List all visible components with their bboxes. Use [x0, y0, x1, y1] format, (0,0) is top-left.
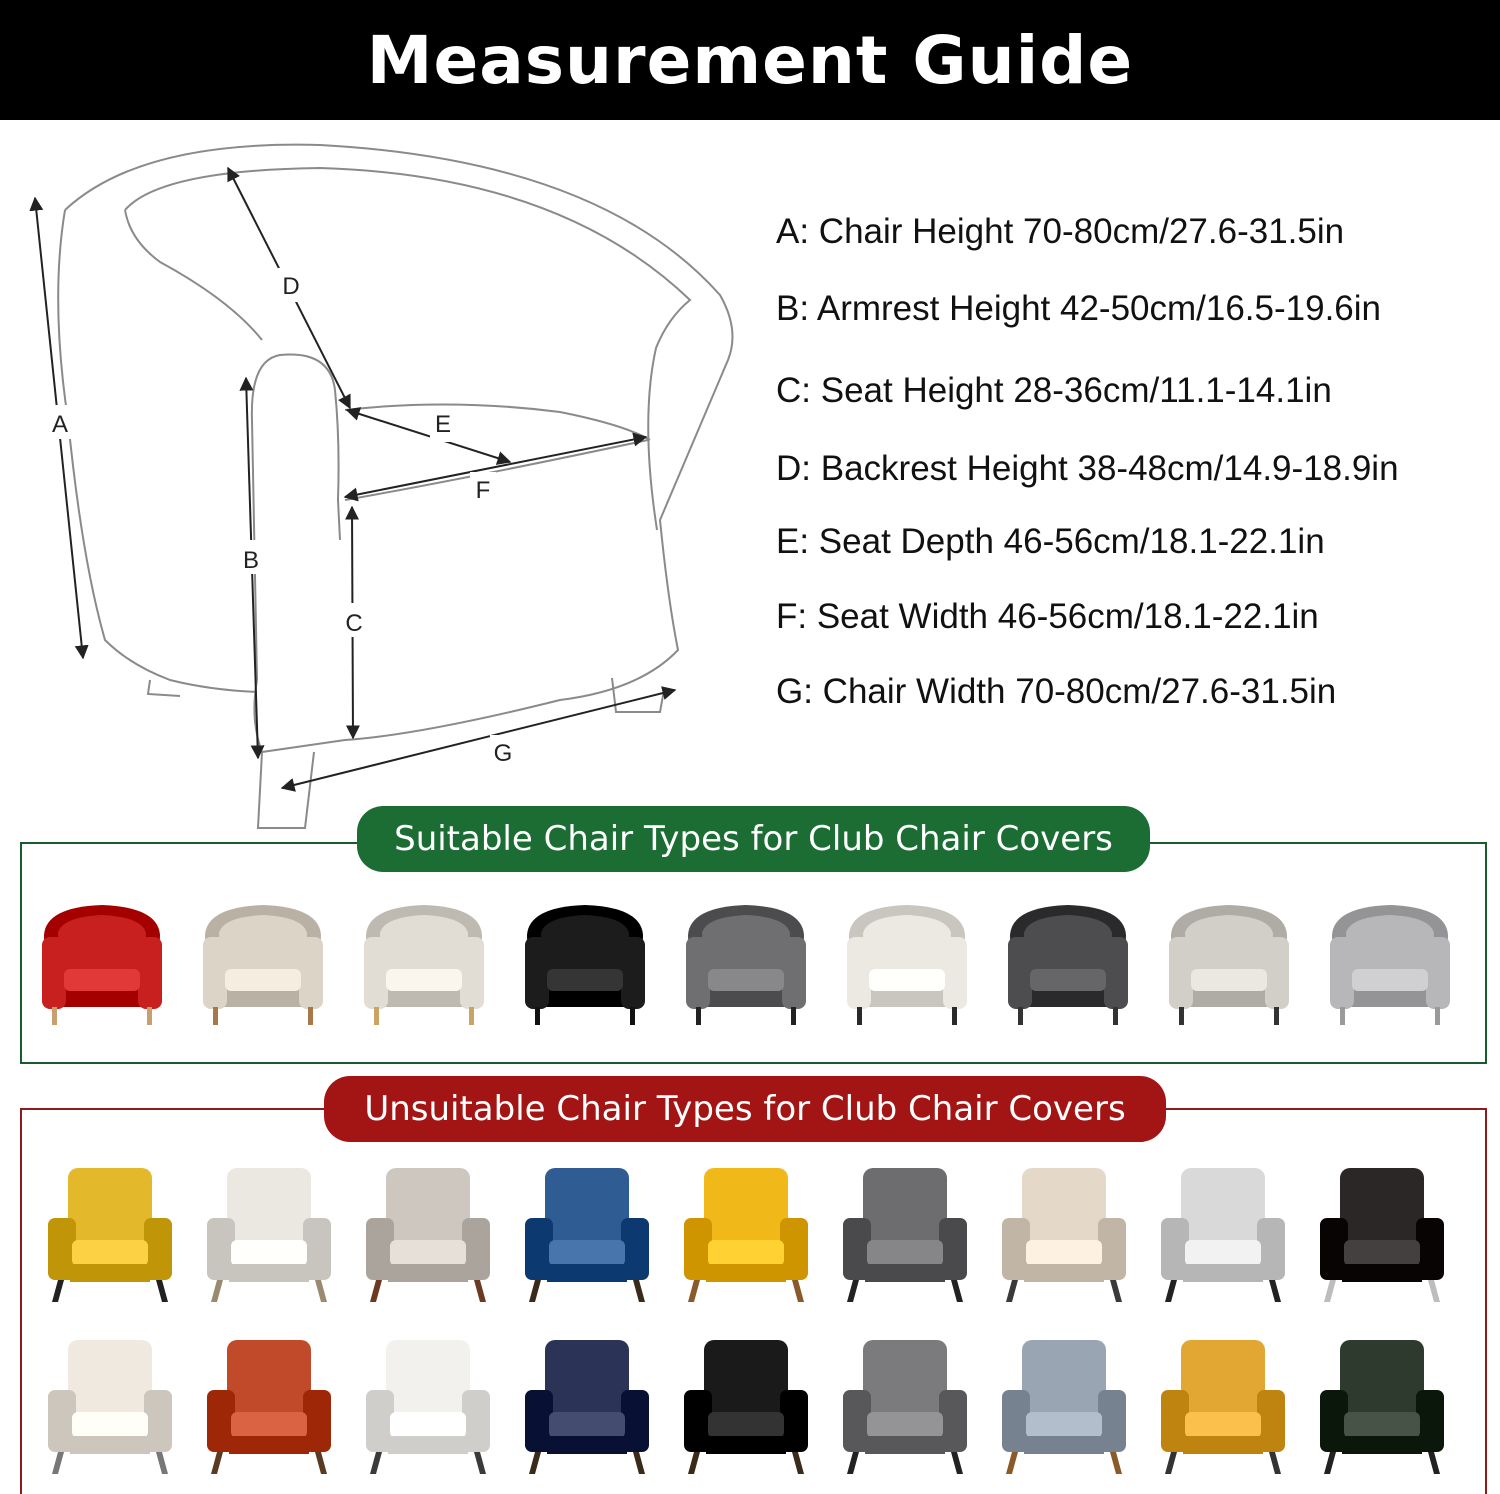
measurement-seat-width: F: Seat Width 46-56cm/18.1-22.1in — [776, 597, 1319, 636]
label-e: E — [434, 411, 452, 438]
unsuitable-chair-image — [199, 1332, 339, 1486]
arrow-g — [282, 690, 675, 788]
unsuitable-chair-image — [835, 1332, 975, 1486]
suitable-chairs-title: Suitable Chair Types for Club Chair Covers — [357, 806, 1150, 872]
suitable-chair-image — [998, 895, 1138, 1039]
unsuitable-chair-image — [835, 1160, 975, 1314]
unsuitable-chair-image — [1312, 1332, 1452, 1486]
unsuitable-chair-image — [1312, 1160, 1452, 1314]
suitable-chair-image — [515, 895, 655, 1039]
label-a: A — [51, 411, 69, 438]
unsuitable-chair-image — [676, 1160, 816, 1314]
unsuitable-chair-image — [517, 1160, 657, 1314]
page-title: Measurement Guide — [366, 21, 1134, 99]
unsuitable-chair-image — [1153, 1332, 1293, 1486]
suitable-chair-image — [837, 895, 977, 1039]
unsuitable-chairs-title: Unsuitable Chair Types for Club Chair Covers — [324, 1076, 1166, 1142]
suitable-chair-image — [676, 895, 816, 1039]
unsuitable-chair-image — [40, 1160, 180, 1314]
suitable-chair-image — [1320, 895, 1460, 1039]
unsuitable-chair-image — [1153, 1160, 1293, 1314]
unsuitable-chair-image — [358, 1332, 498, 1486]
label-d: D — [282, 273, 300, 300]
label-b: B — [242, 547, 260, 574]
measurement-seat-height: C: Seat Height 28-36cm/11.1-14.1in — [776, 371, 1332, 410]
unsuitable-chair-image — [994, 1332, 1134, 1486]
measurement-chair-height: A: Chair Height 70-80cm/27.6-31.5in — [776, 212, 1345, 251]
dimension-arrows — [35, 168, 675, 788]
measurement-backrest-height: D: Backrest Height 38-48cm/14.9-18.9in — [776, 449, 1399, 488]
unsuitable-chair-image — [199, 1160, 339, 1314]
header-banner — [0, 0, 1500, 120]
suitable-chair-image — [193, 895, 333, 1039]
suitable-chair-image — [32, 895, 172, 1039]
dimension-labels — [46, 268, 516, 769]
unsuitable-chair-image — [994, 1160, 1134, 1314]
arrow-e — [347, 410, 510, 462]
measurement-chair-width: G: Chair Width 70-80cm/27.6-31.5in — [776, 672, 1337, 711]
suitable-chair-image — [1159, 895, 1299, 1039]
label-g: G — [493, 740, 513, 767]
label-c: C — [345, 610, 363, 637]
chair-diagram — [0, 120, 760, 840]
unsuitable-chair-image — [676, 1332, 816, 1486]
measurement-seat-depth: E: Seat Depth 46-56cm/18.1-22.1in — [776, 522, 1325, 561]
unsuitable-chair-image — [358, 1160, 498, 1314]
measurement-armrest-height: B: Armrest Height 42-50cm/16.5-19.6in — [776, 289, 1382, 328]
suitable-chair-image — [354, 895, 494, 1039]
unsuitable-chair-image — [40, 1332, 180, 1486]
label-f: F — [475, 477, 491, 504]
unsuitable-chair-image — [517, 1332, 657, 1486]
